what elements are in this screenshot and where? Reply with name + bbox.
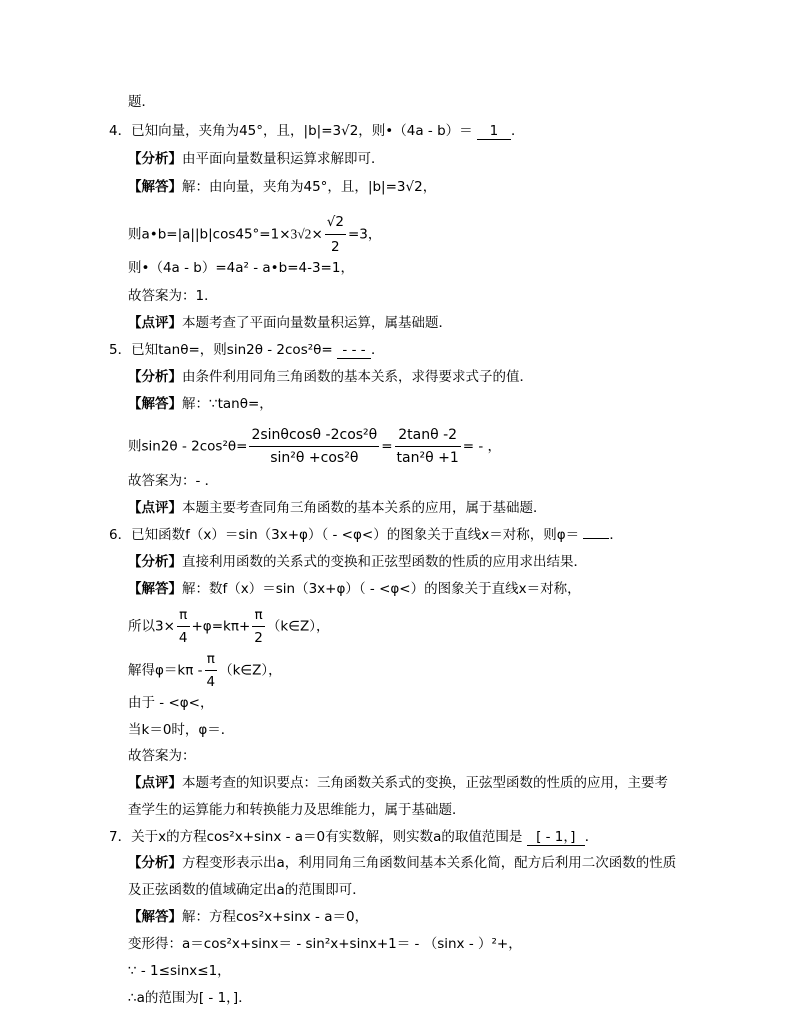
equation-text: =3， xyxy=(347,226,382,243)
fraction-numerator: π xyxy=(254,607,263,623)
analysis-text: 方程变形表示出a，利用同角三角函数间基本关系化简，配方后利用二次函数的性质 xyxy=(182,855,677,871)
fraction-numerator: π xyxy=(206,651,215,667)
comment-text: 本题考查了平面向量数量积运算，属基础题． xyxy=(182,315,452,331)
solution-tag: 【解答】 xyxy=(128,179,182,195)
fraction xyxy=(205,648,218,693)
fraction-denominator: tan²θ +1 xyxy=(395,446,461,469)
analysis-tag: 【分析】 xyxy=(128,151,182,167)
equation-text: （k∈Z）， xyxy=(219,662,282,679)
solution-tag: 【解答】 xyxy=(128,909,182,925)
fraction-denominator: 4 xyxy=(205,670,218,693)
analysis-line xyxy=(128,853,676,873)
fraction-denominator: 4 xyxy=(177,626,190,649)
solution-tag: 【解答】 xyxy=(128,581,182,597)
fraction-numerator: 2tanθ -2 xyxy=(398,427,458,443)
equation-line: 当k＝0时，φ＝． xyxy=(128,722,235,738)
answer-blank: [ - 1，] xyxy=(527,829,585,846)
analysis-tag: 【分析】 xyxy=(128,855,182,871)
question-4 xyxy=(109,121,524,141)
punct: ． xyxy=(584,829,599,845)
question-5 xyxy=(109,340,385,360)
equation-line: ∴a的范围为[ - 1，]． xyxy=(128,990,252,1006)
equation-text: 则sin2θ - 2cos²θ= xyxy=(128,438,248,455)
equation-line xyxy=(128,210,381,259)
comment-line xyxy=(128,773,668,793)
equation-line xyxy=(128,424,501,469)
fraction-numerator: 2sinθcosθ -2cos²θ xyxy=(251,427,378,443)
solution-text: |b|=3√2， xyxy=(367,179,437,195)
comment-tag: 【点评】 xyxy=(128,775,182,791)
equation-text: （k∈Z）， xyxy=(266,618,330,635)
equation-text: = xyxy=(381,438,393,455)
fraction xyxy=(177,604,190,649)
equation-text: 则a•b=|a||b|cos45°=1× xyxy=(128,226,291,243)
fraction-denominator: 2 xyxy=(252,626,265,649)
fraction xyxy=(249,424,379,469)
answer-blank: 1 xyxy=(477,123,511,140)
comment-line: 查学生的运算能力和转换能力及思维能力，属于基础题． xyxy=(128,802,466,818)
question-text: 4．已知向量，夹角为45°，且， xyxy=(109,123,304,139)
equation-line: 则•（4a - b）=4a² - a•b=4-3=1， xyxy=(128,260,354,276)
comment-line xyxy=(128,313,452,333)
analysis-text: 直接利用函数的关系式的变换和正弦型函数的性质的应用求出结果． xyxy=(182,554,587,570)
equation-text: = - ， xyxy=(462,438,502,455)
fraction-numerator: √2 xyxy=(326,214,344,230)
analysis-text: 由平面向量数量积运算求解即可． xyxy=(182,151,385,167)
question-text: |b|=3√2，则•（4a - b）＝ xyxy=(303,123,473,139)
solution-text: 解：由向量，夹角为45°，且， xyxy=(182,179,368,195)
analysis-text: 由条件利用同角三角函数的基本关系，求得要求式子的值． xyxy=(182,369,533,385)
solution-text: 解：方程cos²x+sinx - a＝0， xyxy=(182,909,369,925)
fraction-denominator: sin²θ +cos²θ xyxy=(249,446,379,469)
solution-line xyxy=(128,394,273,414)
analysis-tag: 【分析】 xyxy=(128,369,182,385)
analysis-tag: 【分析】 xyxy=(128,554,182,570)
answer-line: 故答案为： xyxy=(128,748,196,764)
comment-tag: 【点评】 xyxy=(128,315,182,331)
equation-text: × xyxy=(311,226,323,243)
answer-line: 故答案为：- ． xyxy=(128,473,219,489)
comment-text: 本题主要考查同角三角函数的基本关系的应用，属于基础题． xyxy=(182,500,547,516)
question-7 xyxy=(109,827,598,847)
answer-blank xyxy=(583,538,609,539)
analysis-line xyxy=(128,552,587,572)
question-text: 5．已知tanθ=，则sin2θ - 2cos²θ= xyxy=(109,342,333,358)
equation-line: 变形得：a＝cos²x+sinx＝ - sin²x+sinx+1＝ - （sinx - ）²+， xyxy=(128,936,522,952)
answer-line: 故答案为：1． xyxy=(128,288,218,304)
question-text: 6．已知函数f（x）＝sin（3x+φ）（ - <φ<）的图象关于直线x＝对称，则φ＝ xyxy=(109,527,580,543)
punct: ． xyxy=(371,342,385,358)
solution-tag: 【解答】 xyxy=(128,396,182,412)
comment-tag: 【点评】 xyxy=(128,500,182,516)
solution-line xyxy=(128,579,581,599)
answer-blank: - - - xyxy=(337,342,371,359)
punct: ． xyxy=(609,527,623,543)
fraction-numerator: π xyxy=(179,607,188,623)
equation-text: +φ=kπ+ xyxy=(191,618,251,635)
punct: ． xyxy=(510,123,525,139)
fraction xyxy=(395,424,461,469)
analysis-line: 及正弦函数的值域确定出a的范围即可． xyxy=(128,882,366,898)
text-line: 题． xyxy=(128,94,155,110)
analysis-line xyxy=(128,367,533,387)
fraction-denominator: 2 xyxy=(325,234,346,259)
equation-text: 解得φ＝kπ - xyxy=(128,662,203,679)
solution-line xyxy=(128,177,436,197)
equation-line xyxy=(128,604,329,649)
comment-text: 本题考查的知识要点：三角函数关系式的变换，正弦型函数的性质的应用，主要考 xyxy=(182,775,668,791)
comment-line xyxy=(128,498,547,518)
equation-line: ∵ - 1≤sinx≤1， xyxy=(128,963,231,979)
analysis-line xyxy=(128,149,385,169)
solution-text: 解：数f（x）＝sin（3x+φ）（ - <φ<）的图象关于直线x＝对称， xyxy=(182,581,581,597)
equation-text: 3√2 xyxy=(290,226,312,242)
equation-text: 所以3× xyxy=(128,618,175,635)
question-text: 7．关于x的方程cos²x+sinx - a＝0有实数解，则实数a的取值范围是 xyxy=(109,829,523,845)
solution-text: 解：∵tanθ=， xyxy=(182,396,273,412)
equation-line: 由于 - <φ<， xyxy=(128,695,214,711)
solution-line xyxy=(128,907,368,927)
fraction xyxy=(252,604,265,649)
equation-line xyxy=(128,648,282,693)
question-6 xyxy=(109,525,623,545)
fraction xyxy=(325,210,346,259)
